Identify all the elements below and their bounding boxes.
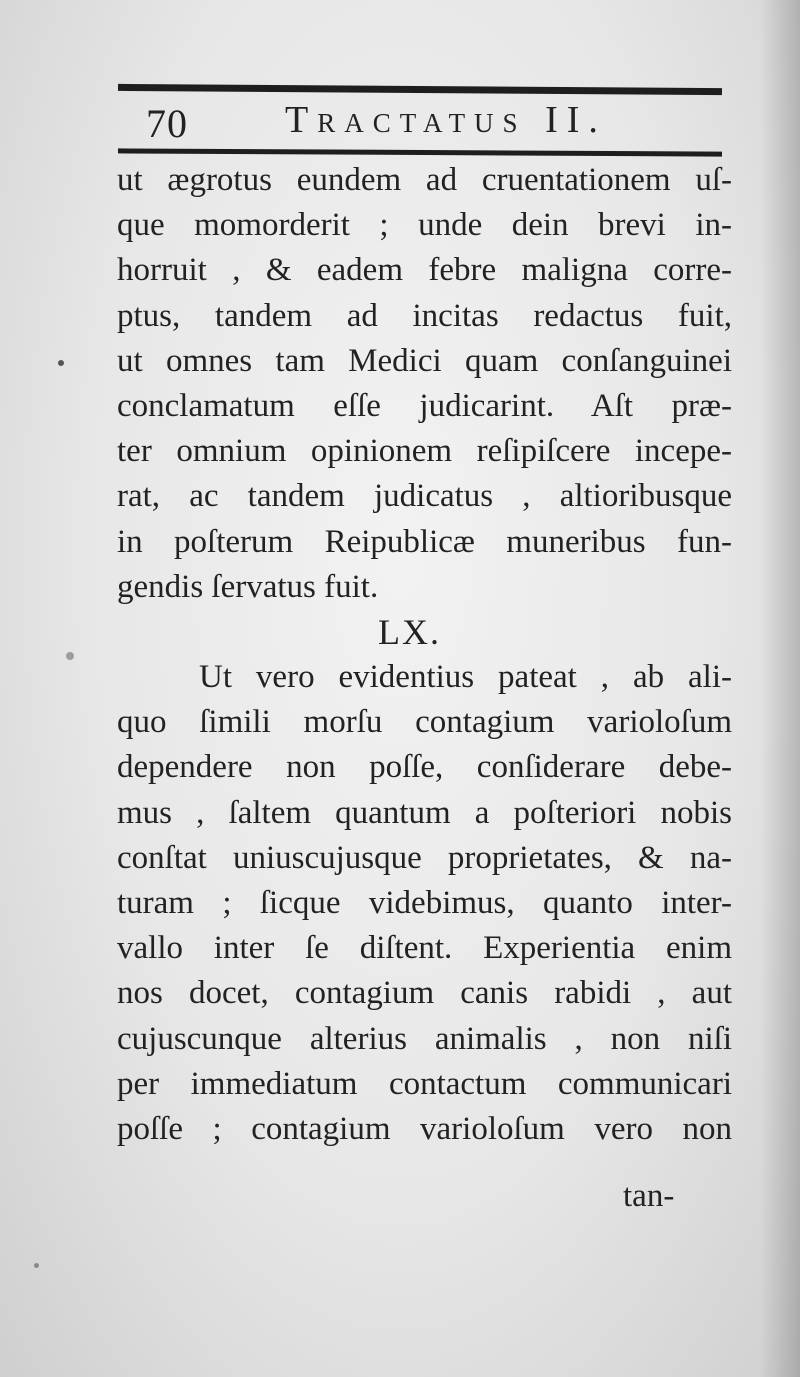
text-line: rat, ac tandem judicatus , altioribusque — [117, 478, 732, 515]
paper-speck — [34, 1263, 39, 1268]
text-line: mus , ſaltem quantum a poſteriori nobis — [117, 794, 732, 831]
text-line: que momorderit ; unde dein brevi in- — [117, 207, 732, 244]
text-line: gendis ſervatus fuit. — [117, 568, 379, 605]
text-line: horruit , & eadem febre maligna corre- — [117, 252, 732, 289]
paper-speck — [66, 652, 74, 660]
text-line: in poſterum Reipublicæ muneribus fun- — [117, 523, 732, 560]
body-text — [117, 158, 732, 1152]
text-line: poſſe ; contagium varioloſum vero non — [117, 1110, 732, 1147]
section-heading: LX. — [378, 611, 441, 652]
paper-speck — [58, 360, 64, 366]
text-line: dependere non poſſe, conſiderare debe- — [117, 749, 732, 786]
text-line: ut ægrotus eundem ad cruentationem uſ- — [117, 162, 732, 198]
text-line: quo ſimili morſu contagium varioloſum — [117, 704, 732, 741]
text-line: cujuscunque alterius animalis , non niſi — [117, 1020, 732, 1057]
text-line: Ut vero evidentius pateat , ab ali- — [199, 659, 732, 696]
text-line: ut omnes tam Medici quam conſanguinei — [117, 342, 732, 379]
text-line: conclamatum eſſe judicarint. Aſt præ- — [117, 387, 732, 424]
running-title: Tractatus II. — [285, 99, 607, 141]
header-rule-bottom — [118, 148, 722, 156]
page-number: 70 — [146, 101, 188, 146]
text-line: ter omnium opinionem reſipiſcere incepe- — [117, 433, 732, 470]
page-edge-shadow — [760, 0, 800, 1377]
text-line: turam ; ſicque videbimus, quanto inter- — [117, 885, 732, 921]
text-line: conſtat uniuscujusque proprietates, & na- — [117, 839, 732, 876]
text-line: per immediatum contactum communicari — [117, 1065, 732, 1102]
text-line: vallo inter ſe diſtent. Experientia enim — [117, 930, 732, 967]
paper-speck — [700, 1000, 704, 1004]
catchword: tan- — [623, 1178, 675, 1214]
text-line: ptus, tandem ad incitas redactus fuit, — [117, 297, 732, 334]
text-line: nos docet, contagium canis rabidi , aut — [117, 975, 732, 1012]
running-header — [140, 94, 660, 146]
